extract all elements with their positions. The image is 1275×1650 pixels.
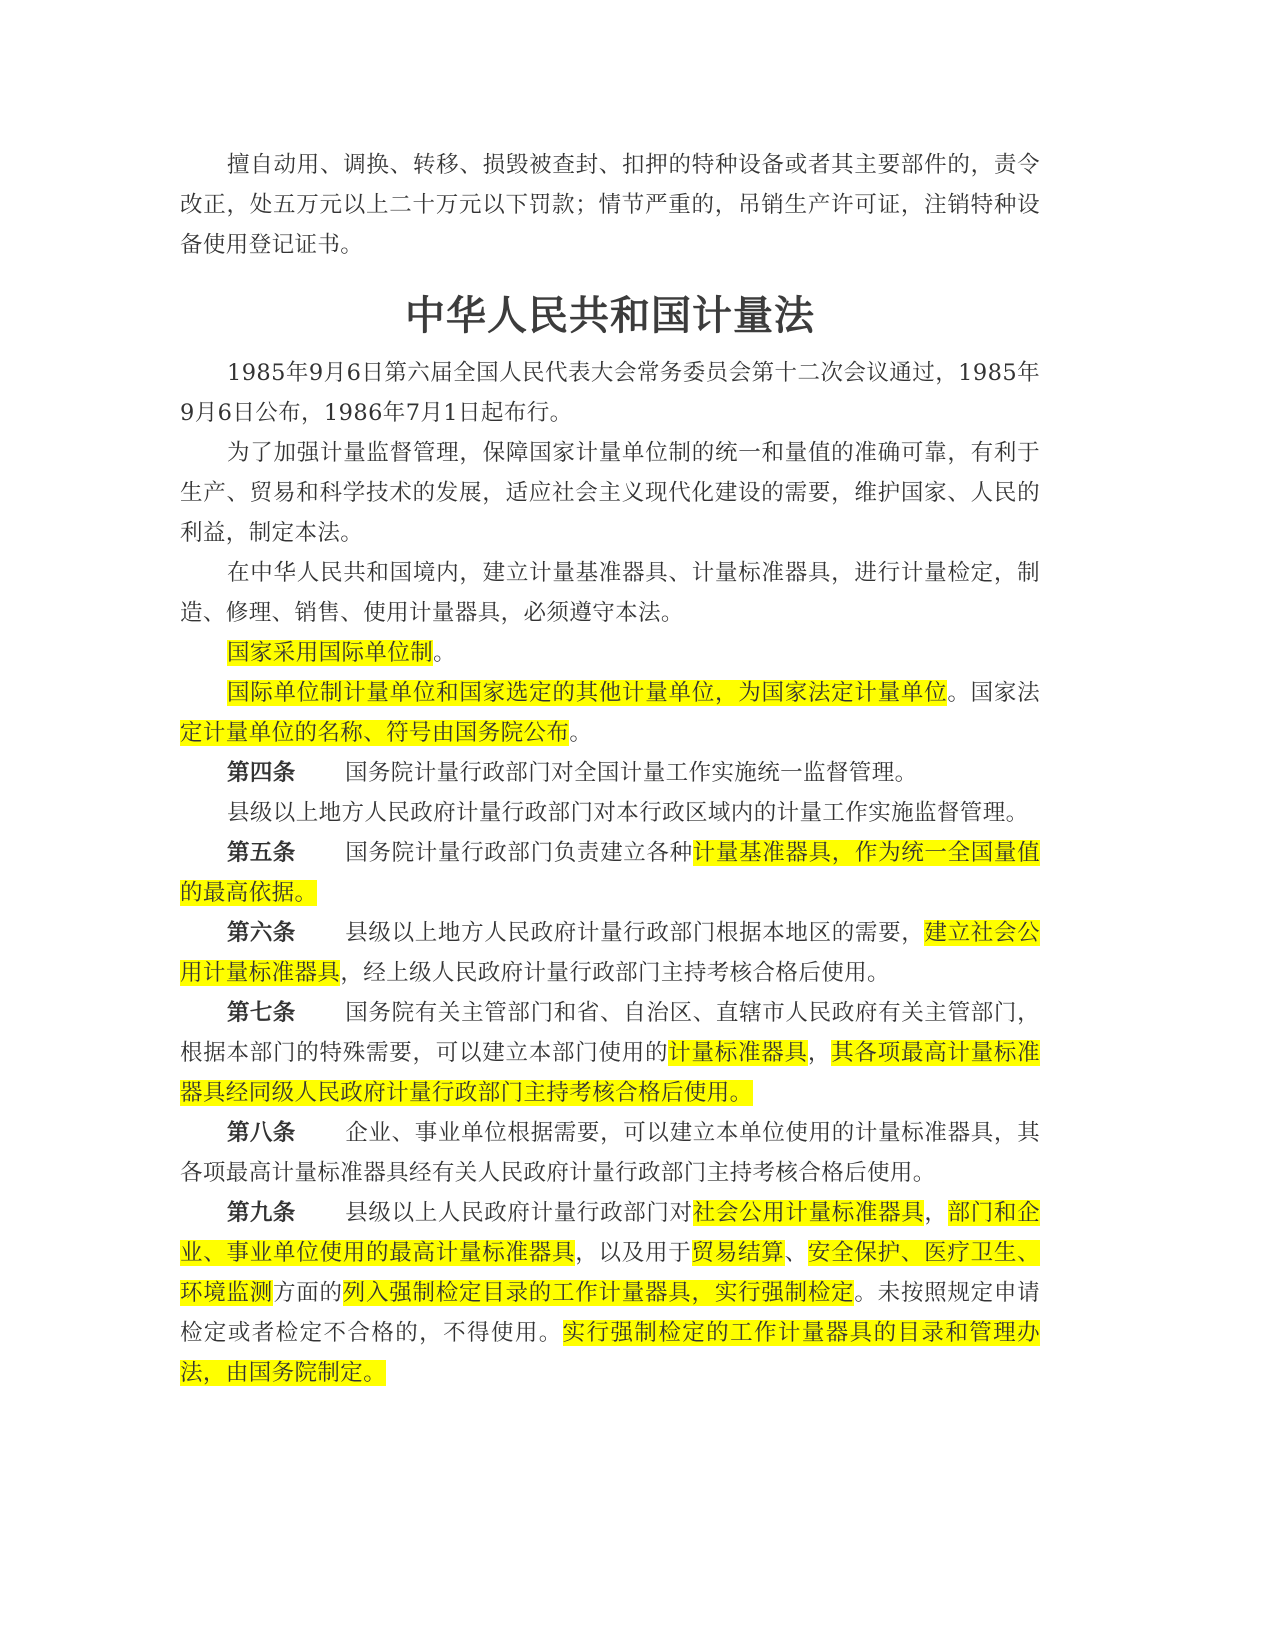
text: 县级以上地方人民政府计量行政部门根据本地区的需要， (345, 920, 925, 946)
article-label: 第五条 (227, 840, 296, 866)
highlight: 社会公用计量标准器具 (692, 1200, 925, 1226)
text: 。未按照规定申请检定或者检定不合格的，不得使用。 (180, 1280, 1040, 1346)
paragraph-local-supervision: 县级以上地方人民政府计量行政部门对本行政区域内的计量工作实施监督管理。 (227, 800, 1029, 826)
article-9 (180, 1193, 1040, 1393)
highlight: 安全保护、医疗卫生、环境监测 (180, 1240, 1040, 1306)
text: 。 (433, 640, 457, 666)
text: 、 (784, 1240, 808, 1266)
article-label: 第七条 (227, 1000, 296, 1026)
article-label: 第九条 (227, 1200, 296, 1226)
highlight: 计量基准器具，作为统一全国量值的最高依据。 (180, 840, 1040, 906)
text: 国务院计量行政部门对全国计量工作实施统一监督管理。 (345, 760, 918, 786)
article-5 (180, 833, 1040, 913)
text: ， (924, 1200, 948, 1226)
highlight: 建立社会公用计量标准器具 (180, 920, 1040, 986)
text: 国务院计量行政部门负责建立各种 (345, 840, 693, 866)
text: ，以及用于 (575, 1240, 692, 1266)
paragraph-adoption-date: 1985年9月6日第六届全国人民代表大会常务委员会第十二次会议通过，1985年9月6日公布，1986年7月1日起布行。 (180, 360, 1040, 426)
article-label: 第八条 (227, 1120, 296, 1146)
paragraph-purpose: 为了加强计量监督管理，保障国家计量单位制的统一和量值的准确可靠，有利于生产、贸易和科学技术的发展，适应社会主义现代化建设的需要，维护国家、人民的利益，制定本法。 (180, 440, 1040, 546)
text: 。 (569, 720, 593, 746)
highlight: 实行强制检定的工作计量器具的目录和管理办法，由国务院制定。 (180, 1320, 1040, 1386)
article-label: 第四条 (227, 760, 296, 786)
article-7 (180, 993, 1040, 1113)
highlight: 国家采用国际单位制 (227, 640, 434, 666)
text: 企业、事业单位根据需要，可以建立本单位使用的计量标准器具，其各项最高计量标准器具经有关人民政府计量行政部门主持考核合格后使用。 (180, 1120, 1040, 1186)
document-title: 中华人民共和国计量法 (405, 293, 815, 339)
highlight: 贸易结算 (691, 1240, 785, 1266)
text: 。国家法 (947, 680, 1040, 706)
article-6 (180, 913, 1040, 993)
article-4 (180, 753, 1040, 793)
highlight: 国际单位制计量单位和国家选定的其他计量单位，为国家法定计量单位 (227, 680, 948, 706)
highlight: 计量标准器具 (668, 1040, 808, 1066)
text: ， (807, 1040, 832, 1066)
paragraph-scope: 在中华人民共和国境内，建立计量基准器具、计量标准器具，进行计量检定，制造、修理、销售、使用计量器具，必须遵守本法。 (180, 560, 1040, 626)
highlight: 定计量单位的名称、符号由国务院公布 (180, 720, 570, 746)
paragraph-legal-units (180, 673, 1040, 753)
document-body (180, 145, 1040, 1393)
paragraph-si-system (180, 633, 1040, 673)
text: 方面的 (273, 1280, 343, 1306)
paragraph-penalty: 擅自动用、调换、转移、损毁被查封、扣押的特种设备或者其主要部件的，责令改正，处五万元以上二十万元以下罚款；情节严重的，吊销生产许可证，注销特种设备使用登记证书。 (180, 152, 1040, 258)
highlight: 列入强制检定目录的工作计量器具，实行强制检定 (342, 1280, 855, 1306)
text: ，经上级人民政府计量行政部门主持考核合格后使用。 (340, 960, 890, 986)
highlight: 其各项最高计量标准器具经同级人民政府计量行政部门主持考核合格后使用。 (180, 1040, 1040, 1106)
text: 国务院有关主管部门和省、自治区、直辖市人民政府有关主管部门，根据本部门的特殊需要，可以建立本部门使用的 (180, 1000, 1040, 1066)
article-label: 第六条 (227, 920, 296, 946)
text: 县级以上人民政府计量行政部门对 (345, 1200, 693, 1226)
article-8 (180, 1113, 1040, 1193)
highlight: 部门和企业、事业单位使用的最高计量标准器具 (180, 1200, 1040, 1266)
